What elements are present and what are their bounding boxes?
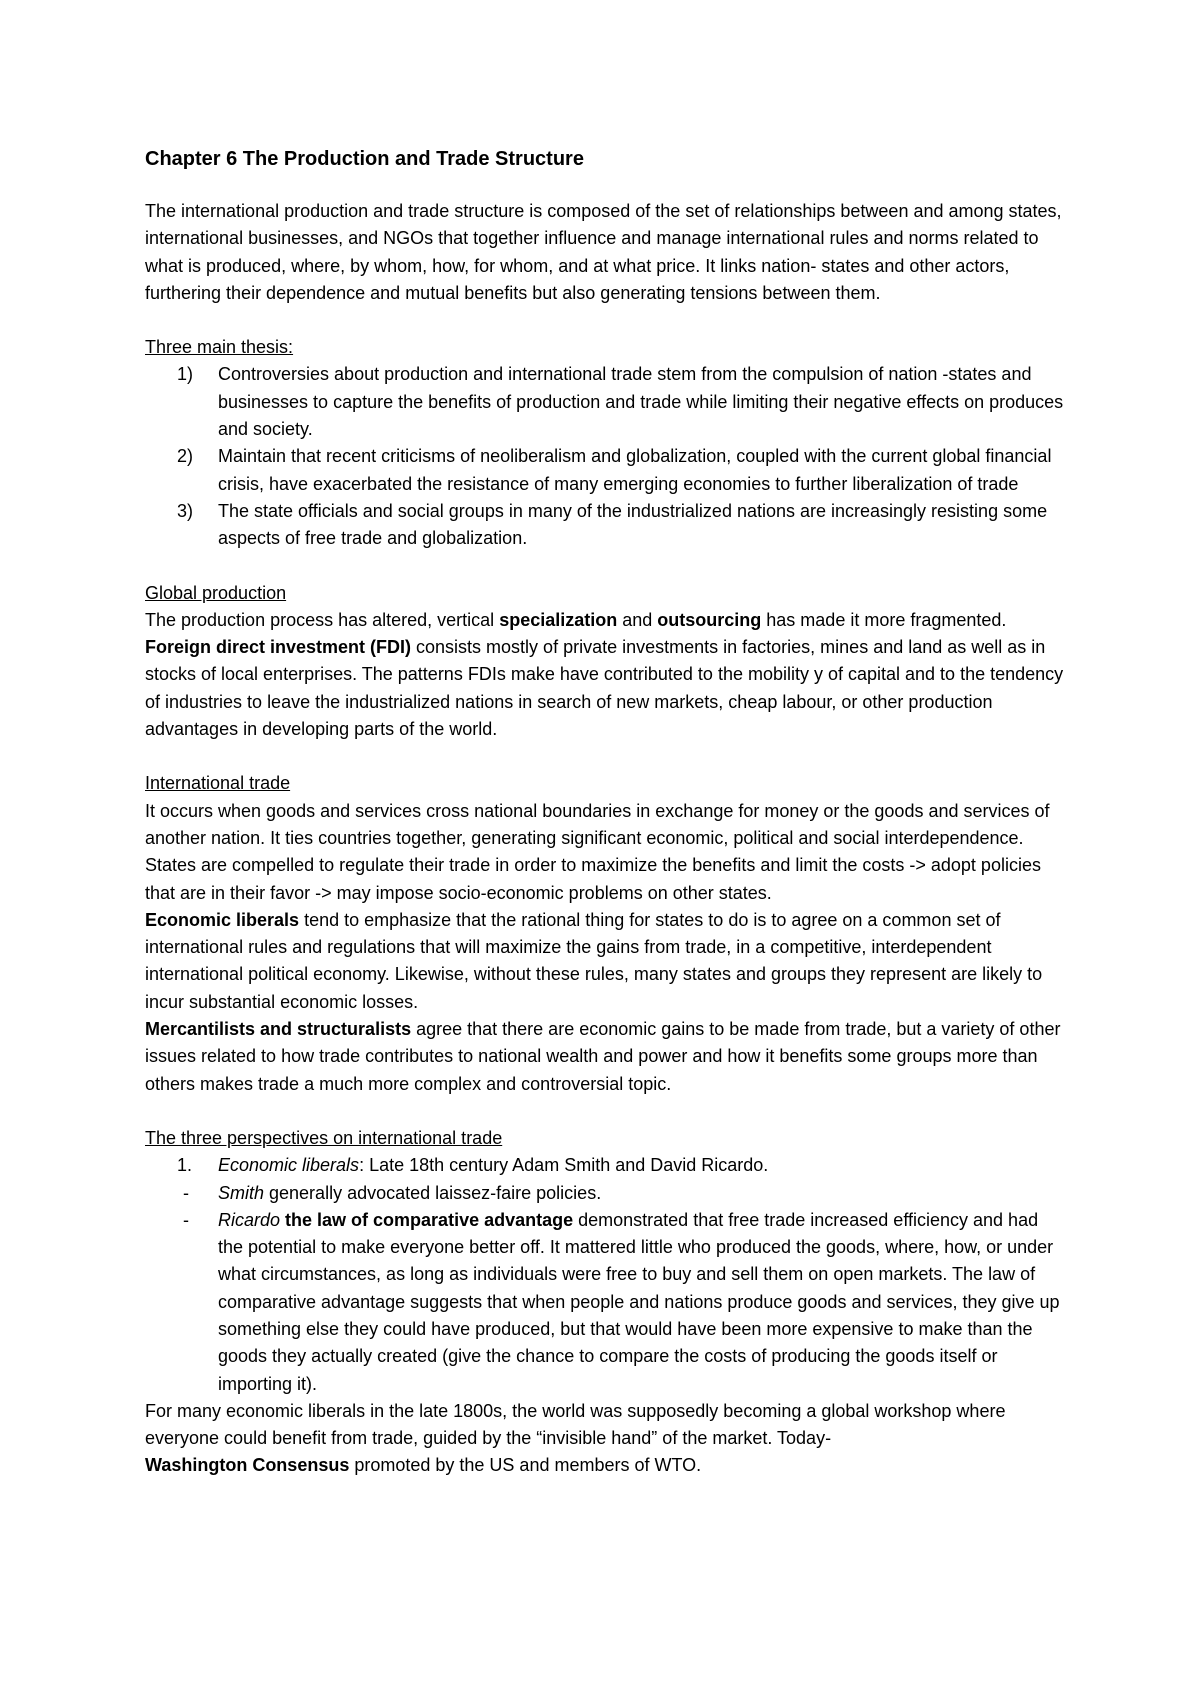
spacer (145, 553, 1065, 580)
list-item-text: Controversies about production and international trade stem from the compulsion of nation -states and businesses to capture the benefits of production and trade while limiting their negative effects on produces and society. (218, 364, 1064, 440)
list-item-text: The state officials and social groups in many of the industrialized nations are increasingly resisting some aspects of free trade and globalization. (218, 500, 1048, 549)
bold-term: Mercantilists and structuralists (145, 1019, 412, 1040)
italic-term: Ricardo (218, 1209, 281, 1230)
text-run: For many economic liberals in the late 1800s, the world was supposedly becoming a global workshop where everyone could benefit from trade, guided by the “invisible hand” of the market. Today- (145, 1400, 1006, 1449)
text-run: The production process has altered, vertical (145, 609, 500, 630)
bold-term: specialization (499, 609, 618, 630)
bold-term: Washington Consensus (145, 1455, 350, 1476)
dash-marker: - (183, 1182, 189, 1203)
text-run: consists mostly of private investments in factories, mines and land as well as in stocks of local enterprises. The patterns FDIs make have contributed to the mobility y of capital and to the tendency of industries to leave the industrialized nations in search of new markets, cheap labour, or other production advantages in developing parts of the world. (145, 637, 1064, 740)
international-trade-paragraph: It occurs when goods and services cross national boundaries in exchange for money or the goods and services of another nation. It ties countries together, generating significant economic, political and social interdependence. States are compelled to regulate their trade in order to maximize the benefits and limit the costs -> adopt policies that are in their favor -> may impose socio-economic problems on other states. (145, 800, 1050, 903)
global-production-paragraph (145, 607, 1065, 743)
list-marker: 1. (177, 1155, 193, 1176)
perspectives-dash-list (145, 1180, 1065, 1398)
thesis-heading: Three main thesis: (145, 337, 294, 358)
list-item-text: Maintain that recent criticisms of neoliberalism and globalization, coupled with the current global financial crisis, have exacerbated the resistance of many emerging economies to further liberalization of trade (218, 446, 1052, 494)
bold-term: the law of comparative advantage (280, 1209, 574, 1230)
text-run: generally advocated laissez-faire policies. (264, 1182, 602, 1203)
text-run: agree that there are economic gains to be made from trade, but a variety of other issues related to how trade contributes to national wealth and power and how it benefits some groups more than others makes trade a much more complex and controversial topic. (145, 1019, 1061, 1094)
bold-term: Foreign direct investment (FDI) (145, 637, 412, 658)
list-item (145, 443, 1065, 498)
dash-marker: - (183, 1209, 189, 1230)
international-trade-heading: International trade (145, 773, 291, 794)
perspectives-heading: The three perspectives on international trade (145, 1127, 503, 1148)
text-run: and (617, 609, 658, 630)
closing-paragraph (145, 1398, 1065, 1480)
list-item (145, 498, 1065, 553)
list-marker: 2) (177, 446, 194, 467)
text-run: tend to emphasize that the rational thing for states to do is to agree on a common set of international rules and regulations that will maximize the gains from trade, in a competitive, interdependent international political economy. Likewise, without these rules, many states and groups they represent are likely to incur substantial economic losses. (145, 909, 1043, 1012)
italic-term: Smith (218, 1182, 265, 1203)
text-run: promoted by the US and members of WTO. (349, 1455, 702, 1476)
spacer (145, 1098, 1065, 1125)
text-run: has made it more fragmented. (761, 609, 1007, 630)
list-item (145, 1152, 1065, 1179)
intro-paragraph: The international production and trade structure is composed of the set of relationships between and among states, international businesses, and NGOs that together influence and manage international rules and norms related to what is produced, where, by whom, how, for whom, and at what price. It links nation- states and other actors, furthering their dependence and mutual benefits but also generating tensions between them. (145, 201, 1062, 303)
list-item (145, 361, 1065, 443)
text-run: : Late 18th century Adam Smith and David Ricardo. (359, 1155, 769, 1176)
spacer (145, 743, 1065, 770)
chapter-title: Chapter 6 The Production and Trade Structure (145, 148, 584, 170)
economic-liberals-paragraph (145, 907, 1065, 1016)
thesis-list (145, 361, 1065, 552)
mercantilists-paragraph (145, 1016, 1065, 1098)
italic-term: Economic liberals (218, 1155, 360, 1176)
bold-term: Economic liberals (145, 909, 300, 930)
document-body (145, 146, 1065, 1480)
global-production-heading: Global production (145, 582, 287, 603)
list-marker: 1) (177, 364, 194, 385)
list-item (145, 1207, 1065, 1398)
list-item (145, 1180, 1065, 1207)
perspectives-list (145, 1152, 1065, 1179)
text-run: demonstrated that free trade increased efficiency and had the potential to make everyone better off. It mattered little who produced the goods, where, how, or under what circumstances, as long as individuals were free to buy and sell them on open markets. The law of comparative advantage suggests that when people and nations produce goods and services, they give up something else they could have produced, but that would have been more expensive to make than the goods they actually created (give the chance to compare the costs of producing the goods itself or importing it). (218, 1209, 1060, 1394)
spacer (145, 307, 1065, 334)
list-marker: 3) (177, 500, 194, 521)
bold-term: outsourcing (657, 609, 762, 630)
